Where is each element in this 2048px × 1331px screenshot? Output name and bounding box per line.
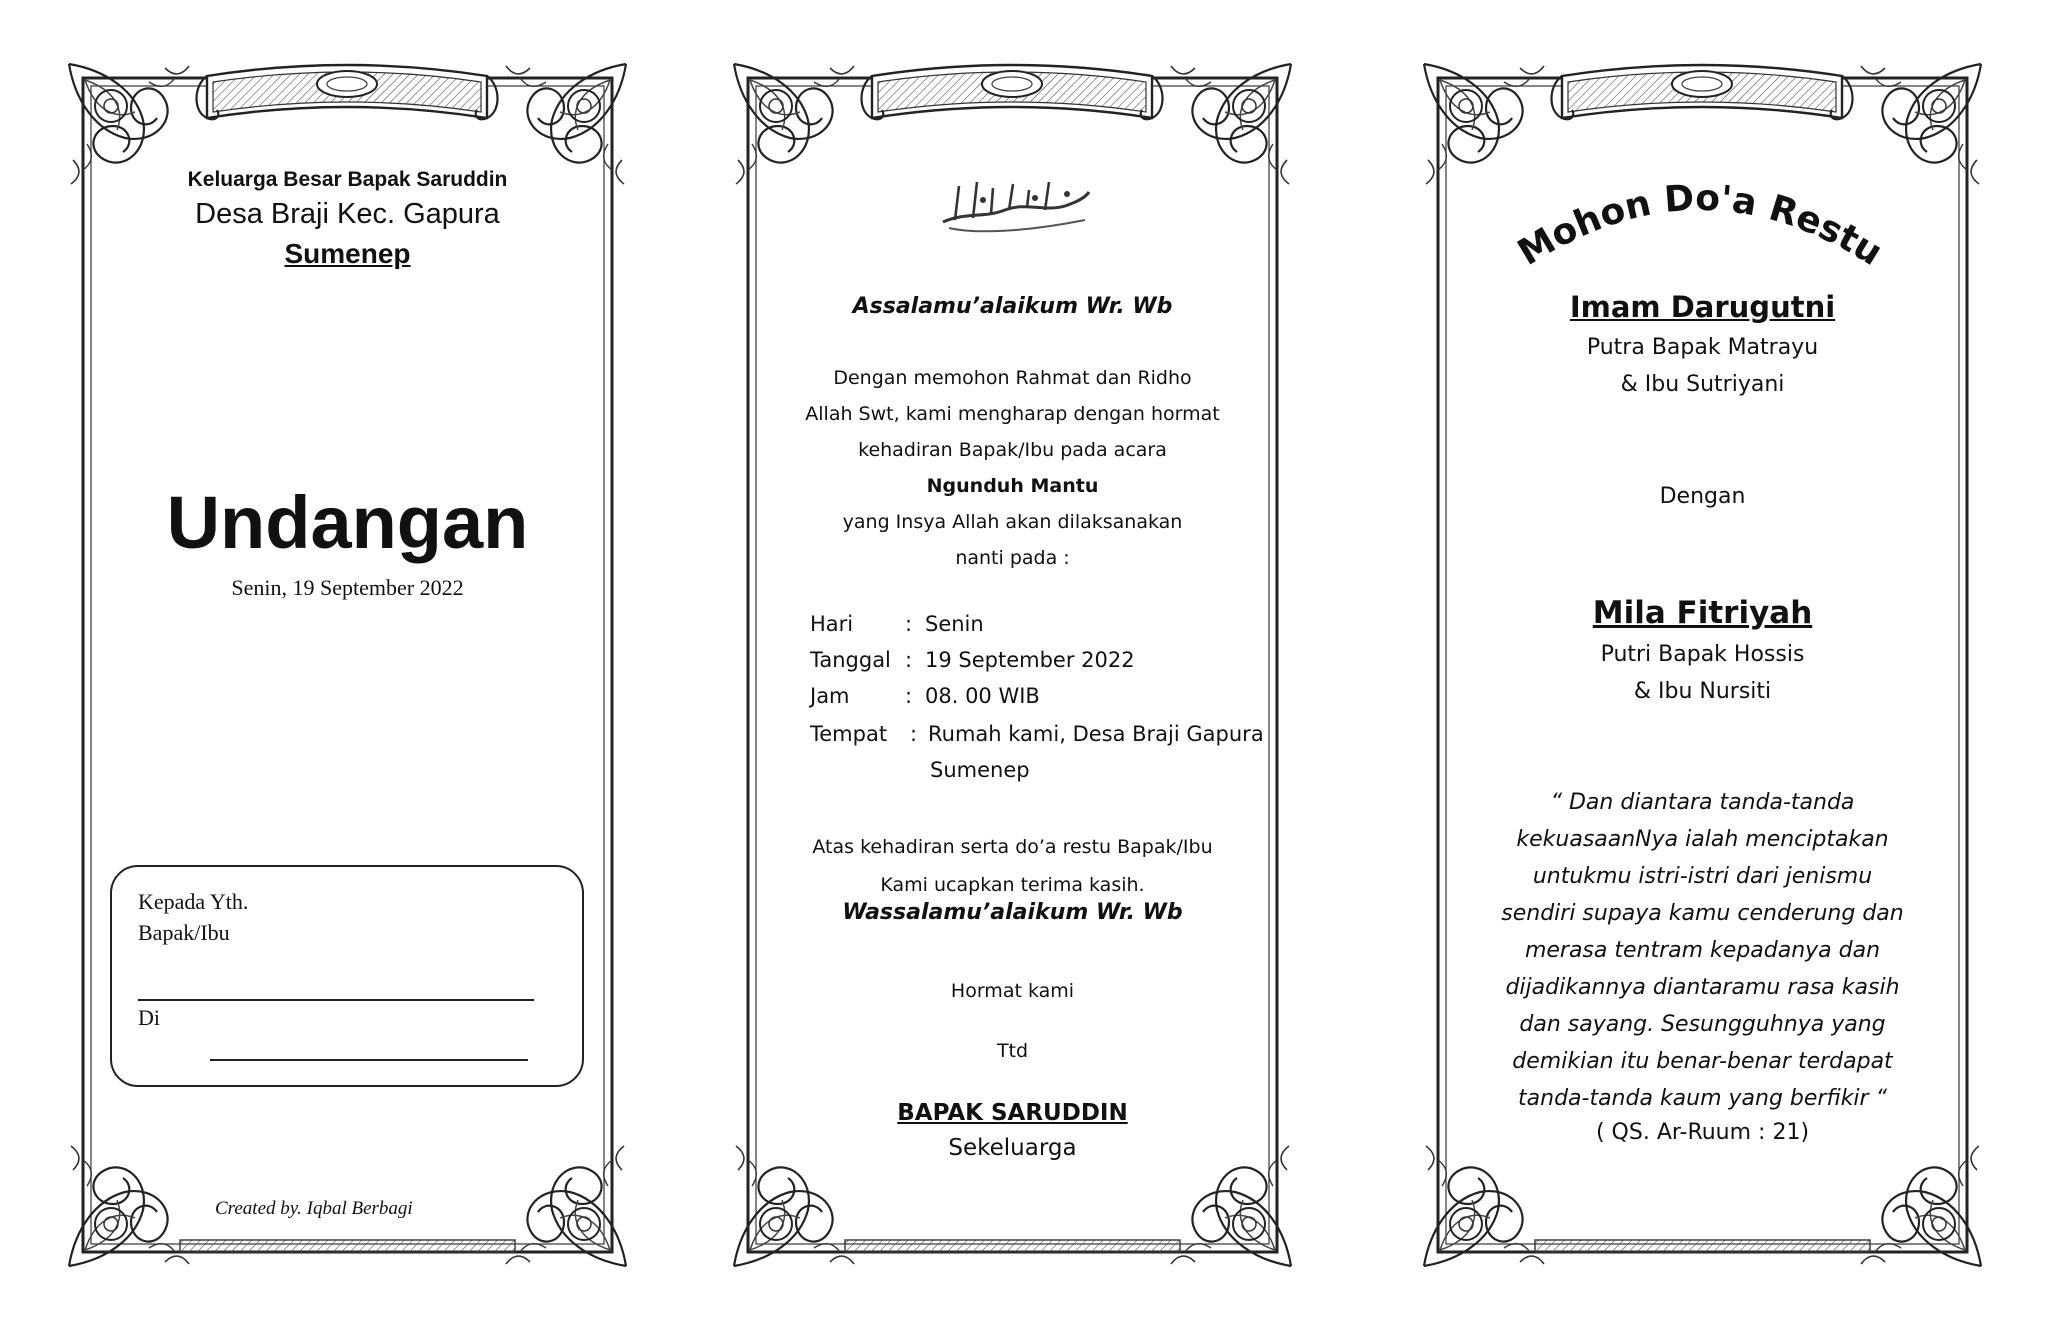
intro-line: Allah Swt, kami mengharap dengan hormat	[805, 403, 1220, 425]
address-box	[110, 865, 584, 1087]
basmala-calligraphy	[935, 172, 1095, 236]
heading-arc	[1510, 155, 1890, 275]
bride-parent1: Putri Bapak Hossis	[1600, 642, 1805, 667]
city-line: Sumenep	[284, 238, 411, 269]
closing-line: Kami ucapkan terima kasih.	[880, 874, 1145, 896]
blessing-panel	[1420, 60, 1985, 1270]
connector-text: Dengan	[1659, 484, 1746, 509]
groom-name: Imam Darugutni	[1569, 290, 1836, 324]
closing-line: Atas kehadiran serta do’a restu Bapak/Ibu	[812, 836, 1213, 858]
host-name: BAPAK SARUDDIN	[897, 1100, 1128, 1126]
quote-line: merasa tentram kepadanya dan	[1524, 938, 1881, 963]
closing-text	[730, 828, 1295, 904]
event-name: Ngunduh Mantu	[926, 475, 1099, 497]
quote-source: ( QS. Ar-Ruum : 21)	[1595, 1120, 1810, 1145]
greeting: Assalamu’alaikum Wr. Wb	[852, 294, 1173, 319]
quote-line: kekuasaanNya ialah menciptakan	[1516, 827, 1889, 852]
bride-parent2: & Ibu Nursiti	[1633, 679, 1772, 704]
heading-text: Mohon Do'a Restu	[1511, 177, 1890, 275]
quote-line: demikian itu benar-benar terdapat	[1512, 1049, 1893, 1074]
signature: Ttd	[996, 1040, 1029, 1062]
family-line: Keluarga Besar Bapak Saruddin	[187, 168, 508, 191]
bride-name: Mila Fitriyah	[1592, 595, 1813, 631]
regards: Hormat kami	[950, 980, 1075, 1002]
intro-line: Dengan memohon Rahmat dan Ridho	[833, 367, 1192, 389]
quote-line: dijadikannya diantaramu rasa kasih	[1505, 975, 1900, 1000]
address-line: Desa Braji Kec. Gapura	[195, 198, 500, 230]
credit-text: Created by. Iqbal Berbagi	[215, 1198, 413, 1219]
quote-line: untukmu istri-istri dari jenismu	[1532, 864, 1873, 889]
intro-line: kehadiran Bapak/Ibu pada acara	[858, 439, 1167, 461]
recipient-label: Bapak/Ibu	[138, 920, 230, 945]
quote-block	[1420, 784, 1985, 1117]
to-label: Kepada Yth.	[138, 889, 249, 914]
recipient-line[interactable]	[138, 999, 534, 1001]
farewell: Wassalamu’alaikum Wr. Wb	[842, 900, 1183, 925]
quote-line: “ Dan diantara tanda-tanda	[1550, 790, 1855, 815]
groom-parent1: Putra Bapak Matrayu	[1586, 335, 1819, 360]
invitation-panel: Assalamu’alaikum Wr. Wb Dengan memohon Rahmat dan Ridho Allah Swt, kami mengharap dengan hormat kehadiran Bapak/Ibu pada acara Ngunduh Mantu yang Insya Allah akan dilaksanakan nanti pada : Hari : Senin Tanggal : 19 September 2022 Jam : 08. 00 WIB Tempat : Rumah kami, Desa Braji Gapura Sumenep Atas kehadiran serta do’a restu Bapak/Ibu Kami ucapkan terima kasih. Wassalamu’alaikum Wr. Wb Hormat kami Ttd BAPAK SARUDDIN Sekeluarga	[730, 60, 1295, 1270]
intro-line: yang Insya Allah akan dilaksanakan	[842, 511, 1183, 533]
cover-date: Senin, 19 September 2022	[231, 575, 464, 600]
svg-text:Mohon Do'a Restu	[1511, 178, 1889, 274]
cover-panel	[65, 60, 630, 1270]
cover-title: Undangan	[166, 481, 529, 564]
quote-line: tanda-tanda kaum yang berfikir “	[1518, 1086, 1887, 1111]
quote-line: sendiri supaya kamu cenderung dan	[1501, 901, 1904, 926]
groom-parent2: & Ibu Sutriyani	[1620, 372, 1785, 397]
intro-text	[730, 360, 1295, 576]
quote-line: dan sayang. Sesungguhnya yang	[1519, 1012, 1886, 1037]
di-label: Di	[138, 1005, 160, 1030]
location-line[interactable]	[210, 1059, 528, 1061]
host-sub: Sekeluarga	[948, 1135, 1077, 1161]
intro-line: nanti pada :	[955, 547, 1070, 569]
